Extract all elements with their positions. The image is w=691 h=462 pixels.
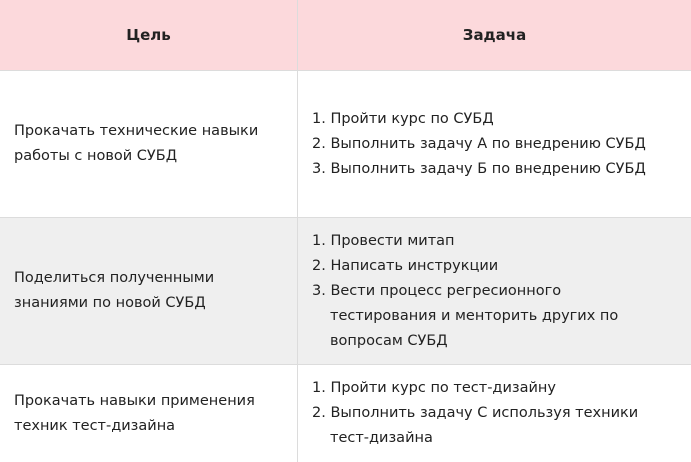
task-cell	[298, 218, 691, 364]
goal-cell	[0, 365, 298, 462]
header-task: Задача	[462, 26, 527, 44]
task-list	[312, 107, 646, 182]
task-continuation-text: тестирования и менторить других по	[330, 307, 619, 324]
task-item: 2. Выполнить задачу А по внедрению СУБД	[312, 135, 646, 152]
goal-cell	[0, 71, 298, 217]
goal-text: Прокачать технические навыки работы с новой СУБД	[14, 123, 259, 164]
task-item: 3. Выполнить задачу Б по внедрению СУБД	[312, 160, 646, 177]
task-continuation-text: вопросам СУБД	[330, 332, 448, 349]
table-row	[0, 71, 691, 218]
task-item-continuation	[312, 426, 638, 451]
task-item: 1. Провести митап	[312, 232, 455, 249]
task-item: 3. Вести процесс регресионного	[312, 282, 562, 299]
task-item: 1. Пройти курс по СУБД	[312, 110, 494, 127]
table-header	[0, 0, 691, 71]
task-cell	[298, 365, 691, 462]
task-list	[312, 229, 618, 354]
task-item: 1. Пройти курс по тест-дизайну	[312, 380, 556, 396]
header-goal: Цель	[0, 0, 298, 70]
task-continuation-text: тест-дизайна	[330, 430, 433, 446]
task-cell	[298, 71, 691, 217]
task-item: 2. Написать инструкции	[312, 257, 499, 274]
task-item-continuation	[312, 329, 618, 354]
task-item: 2. Выполнить задачу С используя техники	[312, 405, 639, 421]
goal-cell	[0, 218, 298, 364]
goal-text: Поделиться полученными знаниями по новой СУБД	[14, 270, 215, 311]
goal-text: Прокачать навыки применения техник тест-дизайна	[14, 392, 255, 434]
table-row	[0, 365, 691, 462]
task-list	[312, 376, 638, 451]
task-item-continuation	[312, 304, 618, 329]
table-row	[0, 218, 691, 365]
